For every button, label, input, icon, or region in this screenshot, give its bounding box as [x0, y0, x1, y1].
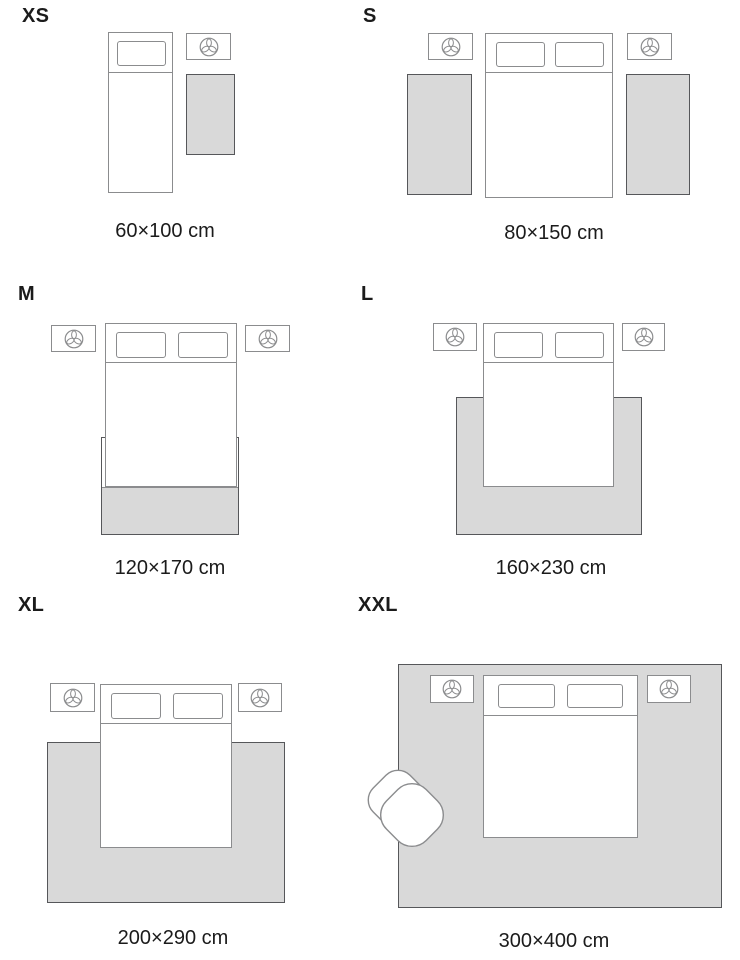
size-label-xxl: XXL — [358, 594, 398, 616]
dimension-label-xl: 200×290 cm — [117, 927, 229, 949]
nightstand — [647, 675, 691, 703]
double-bed — [483, 675, 638, 838]
dimension-label-l: 160×230 cm — [495, 557, 607, 579]
armchair-icon — [360, 752, 455, 860]
size-label-m: M — [18, 283, 35, 305]
dimension-label-m: 120×170 cm — [114, 557, 226, 579]
dimension-label-xs: 60×100 cm — [115, 220, 215, 242]
pillow — [498, 684, 555, 708]
pillow — [567, 684, 623, 708]
size-label-xs: XS — [22, 5, 50, 27]
dimension-label-s: 80×150 cm — [504, 222, 604, 244]
plant-icon — [658, 678, 680, 700]
size-label-xl: XL — [18, 594, 45, 616]
bed-headboard-line — [484, 715, 637, 716]
size-label-l: L — [361, 283, 374, 305]
size-label-s: S — [363, 5, 377, 27]
plant-icon — [441, 678, 463, 700]
nightstand — [430, 675, 474, 703]
dimension-label-xxl: 300×400 cm — [498, 930, 610, 952]
